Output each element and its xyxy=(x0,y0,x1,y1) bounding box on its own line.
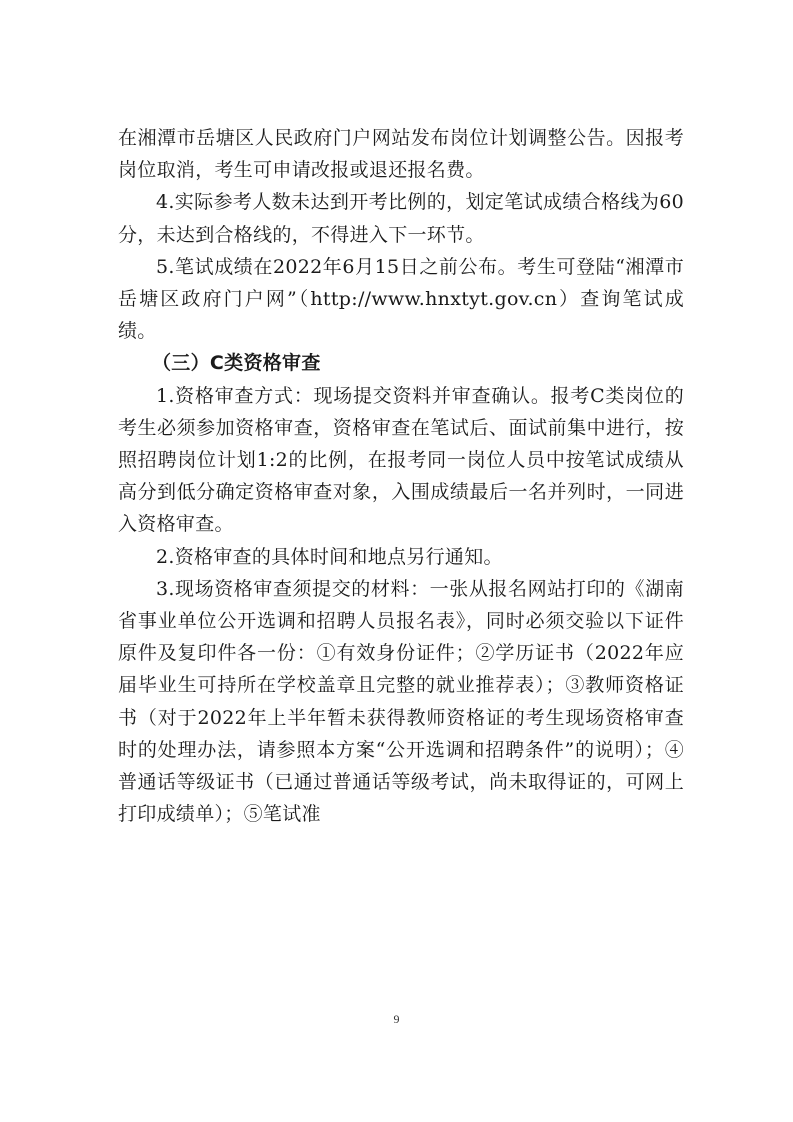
paragraph-review-time: 2.资格审查的具体时间和地点另行通知。 xyxy=(156,545,503,568)
paragraph-continuation: 在湘潭市岳塘区人民政府门户网站发布岗位计划调整公告。因报考岗位取消，考生可申请改报或退还报名费。 xyxy=(118,127,684,182)
page-number: 9 xyxy=(393,1012,400,1026)
section-heading-c-qualification: （三）C类资格审查 xyxy=(152,352,321,375)
paragraph-review-method: 1.资格审查方式：现场提交资料并审查确认。报考C类岗位的考生必须参加资格审查，资格审查在笔试后、面试前集中进行，按照招聘岗位计划1:2的比例，在报考同一岗位人员中按笔试成绩从高分到低分确定资格审查对象，入围成绩最后一名并列时，一同进入资格审查。 xyxy=(118,384,684,536)
document-body xyxy=(118,122,684,830)
paragraph-review-materials: 3.现场资格审查须提交的材料：一张从报名网站打印的《湖南省事业单位公开选调和招聘人员报名表》，同时必须交验以下证件原件及复印件各一份：①有效身份证件；②学历证书（2022年应届毕业生可持所在学校盖章且完整的就业推荐表）；③教师资格证书（对于2022年上半年暂未获得教师资格证的考生现场资格审查时的处理办法，请参照本方案“公开选调和招聘条件”的说明）；④普通话等级证书（已通过普通话等级考试，尚未取得证的，可网上打印成绩单）；⑤笔试准 xyxy=(118,577,684,826)
paragraph-item-5: 5.笔试成绩在2022年6月15日之前公布。考生可登陆“湘潭市岳塘区政府门户网”（http://www.hnxtyt.gov.cn）查询笔试成绩。 xyxy=(118,255,684,343)
paragraph-item-4: 4.实际参考人数未达到开考比例的，划定笔试成绩合格线为60分，未达到合格线的，不得进入下一环节。 xyxy=(118,191,684,246)
